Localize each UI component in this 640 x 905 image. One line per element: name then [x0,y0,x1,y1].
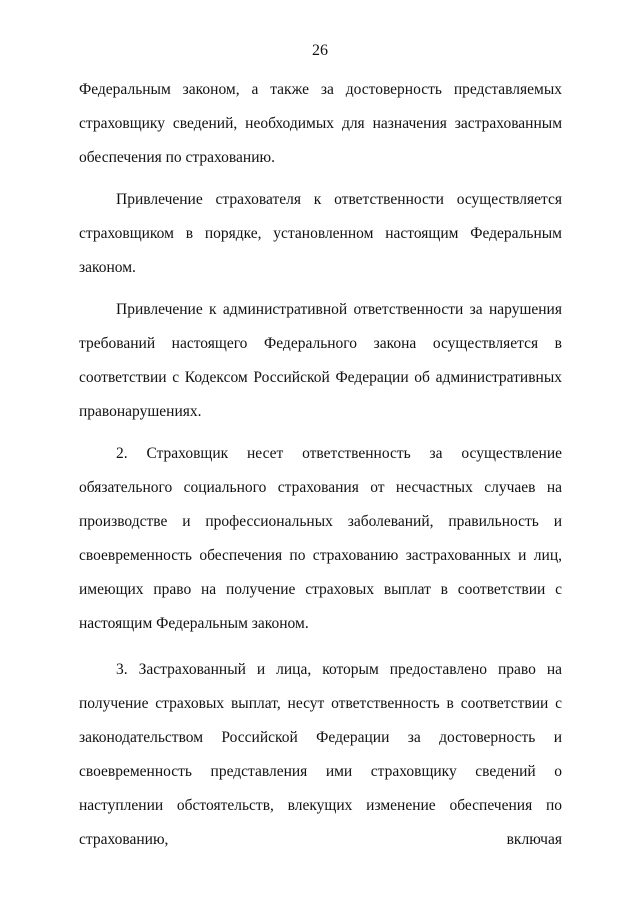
paragraph-item-2: 2. Страховщик несет ответственность за осуществление обязательного социального страхования от несчастных случаев на производстве и профессиональных заболеваний, правильность и своевременность обеспечения по страхованию застрахованных и лиц, имеющих право на получение страховых выплат в соответствии с настоящим Федеральным законом. [79,445,562,632]
document-body [79,73,562,857]
paragraph-continuation: Федеральным законом, а также за достоверность представляемых страховщику сведений, необходимых для назначения застрахованным обеспечения по страхованию. [79,81,562,166]
paragraph-item-3: 3. Застрахованный и лица, которым предоставлено право на получение страховых выплат, несут ответственность в соответствии с законодательством Российской Федерации за достоверность и своевременность представления ими страховщику сведений о наступлении обстоятельств, влекущих изменение обеспечения по страхованию, включая [79,661,562,848]
paragraph-administrative-liability: Привлечение к административной ответственности за нарушения требований настоящего Федерального закона осуществляется в соответствии с Кодексом Российской Федерации об административных правонарушениях. [79,301,562,420]
paragraph-insurer-liability: Привлечение страхователя к ответственности осуществляется страховщиком в порядке, установленном настоящим Федеральным законом. [79,191,562,276]
page-number: 26 [312,42,328,59]
